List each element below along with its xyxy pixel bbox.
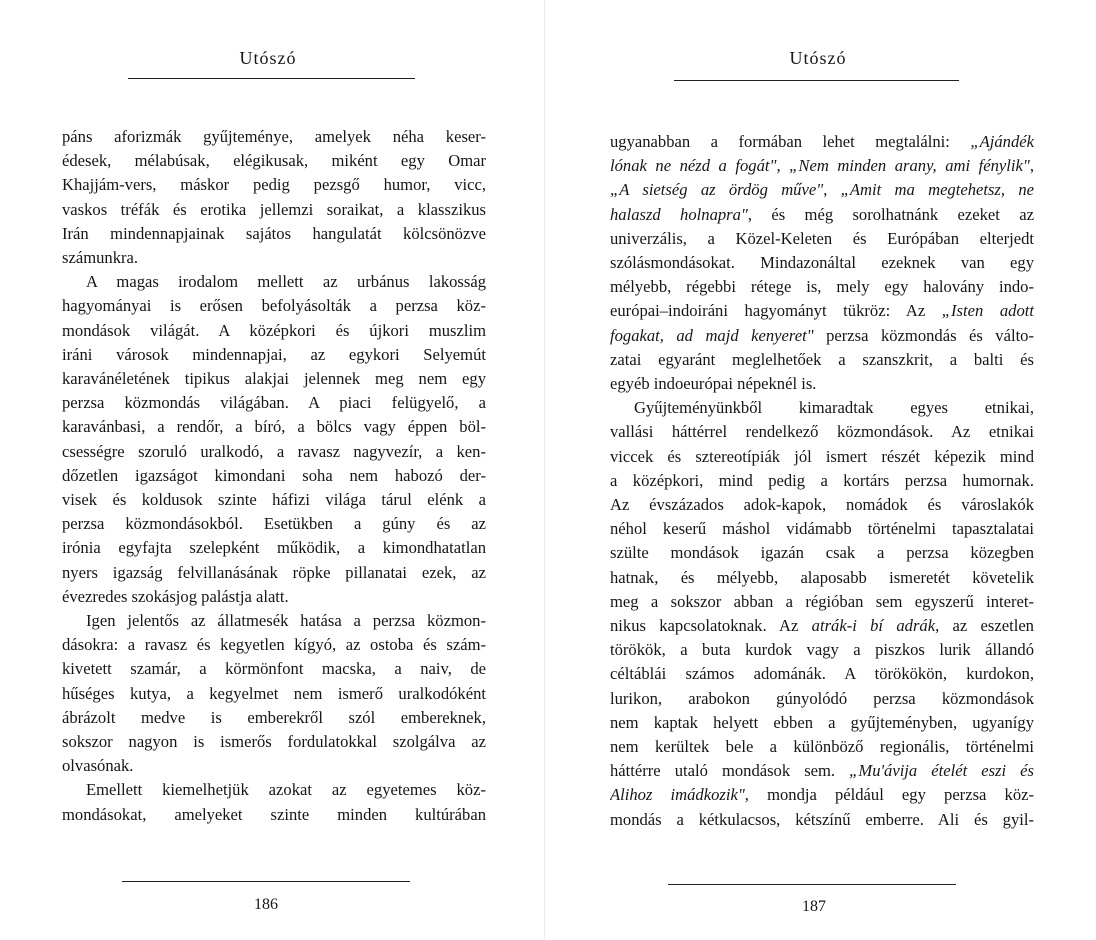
text-line: szólásmondásokat. Mindazonáltal ezeknek van egy: [610, 253, 1034, 273]
text-line: európai–indoiráni hagyományt tükröz: Az „Isten adott: [610, 301, 1034, 321]
text-line: a középkori, mind pedig a kortárs perzsa humornak.: [610, 470, 1034, 490]
header-rule: [128, 78, 415, 79]
text-line: Igen jelentős az állatmesék hatása a perzsa közmon-: [86, 611, 486, 631]
text-line: Khajjám-vers, máskor pedig pezsgő humor, vicc,: [62, 175, 486, 195]
header-rule: [674, 80, 959, 81]
text-line: vallási háttérrel rendelkező közmondások. Az etnikai: [610, 422, 1034, 442]
right-page: [548, 0, 1088, 940]
text-line: dőzetlen igazságot kimondani soha nem habozó der-: [62, 465, 486, 485]
text-line: néhol keserű máshol vidámabb történelmi tapasztalatai: [610, 519, 1034, 539]
body-text: [62, 125, 486, 827]
text-line: perzsa közmondás világában. A piaci felügyelő, a: [62, 393, 486, 413]
text-line: Emellett kiemelhetjük azokat az egyetemes köz-: [86, 780, 486, 800]
text-line: dásokra: a ravasz és kegyetlen kígyó, az ostoba és szám-: [62, 635, 486, 655]
text-line: lurikon, arabokon gúnyolódó perzsa közmondások: [610, 688, 1034, 708]
text-line: zatai egyaránt meglelhetőek a szanszkrit, a balti és: [610, 349, 1034, 369]
text-line: nyers igazság felvillanásának röpke pillanatai ezek, az: [62, 562, 486, 582]
text-line: A magas irodalom mellett az urbánus lakosság: [86, 272, 486, 292]
text-line: nem kerültek bele a különböző regionális, történelmi: [610, 737, 1034, 757]
text-line: csességre szoruló uralkodó, a ravasz nagyvezír, a ken-: [62, 441, 486, 461]
text-line: számunkra.: [62, 248, 139, 268]
paragraph: [62, 125, 486, 270]
footer-rule: [122, 881, 410, 882]
text-line: ábrázolt medve is emberekről szól embereknek,: [62, 707, 486, 727]
text-line: perzsa közmondásokból. Esetükben a gúny és az: [62, 514, 486, 534]
page-number: 186: [254, 896, 278, 913]
text-line: hagyományai is erősen befolyásolták a perzsa köz-: [62, 296, 486, 316]
text-line: viccek és sztereotípiák jól ismert részét képezik mind: [610, 446, 1034, 466]
footer-rule: [668, 884, 956, 885]
text-line: egyéb indoeurópai népeknél is.: [610, 374, 817, 394]
paragraph: [62, 778, 486, 826]
text-line: Alihoz imádkozik", mondja például egy perzsa köz-: [610, 785, 1034, 805]
text-line: mondás a kétkulacsos, kétszínű emberre. Ali és gyil-: [610, 809, 1034, 829]
running-header: Utószó: [789, 48, 847, 68]
text-line: olvasónak.: [62, 756, 134, 776]
text-line: meg a sokszor abban a régióban sem egyszerű interet-: [610, 591, 1034, 611]
text-line: iráni városok mindennapjai, az egykori Selyemút: [62, 344, 486, 364]
text-line: „A sietség az ördög műve", „Amit ma megtehetsz, ne: [610, 180, 1034, 200]
paragraph: [610, 130, 1034, 396]
text-line: szülte mondások igazán csak a perzsa közegben: [610, 543, 1034, 563]
text-line: édesek, mélabúsak, elégikusak, miként egy Omar: [62, 151, 486, 171]
text-line: visek és koldusok szinte háfizi világa tárul elénk a: [62, 490, 486, 510]
text-line: vaskos tréfák és erotika jellemzi soraikat, a klasszikus: [62, 199, 486, 219]
paragraph: [62, 609, 486, 778]
text-line: hűséges kutya, a kegyelmet nem ismerő uralkodóként: [62, 683, 486, 703]
text-line: karavánbasi, a rendőr, a bíró, a bölcs vagy éppen böl-: [62, 417, 486, 437]
text-line: halaszd holnapra", és még sorolhatnánk ezeket az: [610, 204, 1034, 224]
running-header: Utószó: [239, 48, 297, 68]
body-text: [610, 130, 1034, 832]
text-line: hatnak, és mélyebb, alaposabb ismeretét követelik: [610, 567, 1034, 587]
text-line: évezredes szokásjog palástja alatt.: [62, 586, 289, 606]
text-line: lónak ne nézd a fogát", „Nem minden arany, ami fénylik",: [610, 156, 1034, 176]
text-line: mondásokat, amelyeket szinte minden kultúrában: [62, 804, 486, 824]
text-line: Irán mindennapjainak sajátos hangulatát kölcsönözve: [62, 223, 486, 243]
text-line: univerzális, a Közel-Keleten és Európában elterjedt: [610, 228, 1034, 248]
text-line: sokszor nagyon is ismerős fordulatokkal szolgálva az: [62, 732, 486, 752]
text-line: mondások világát. A középkori és újkori muszlim: [62, 320, 486, 340]
paragraph: [62, 270, 486, 609]
text-line: nikus kapcsolatoknak. Az atrák-i bí adrák, az eszetlen: [610, 616, 1034, 636]
page-number: 187: [802, 898, 826, 915]
text-line: kivetett szamár, a körmönfont macska, a naiv, de: [62, 659, 486, 679]
text-line: Az évszázados adok-kapok, nomádok és városlakók: [610, 495, 1034, 515]
left-page: [0, 0, 540, 940]
text-line: mélyebb, régebbi rétege is, mely egy halovány indo-: [610, 277, 1034, 297]
text-line: Gyűjteményünkből kimaradtak egyes etnikai,: [634, 398, 1034, 418]
text-line: törökök, a buta kurdok vagy a piszkos lurik állandó: [610, 640, 1034, 660]
text-line: karavánéletének tipikus alakjai jelennek meg nem egy: [62, 369, 486, 389]
text-line: céltáblái számos adománák. A törökökön, kurdokon,: [610, 664, 1034, 684]
text-line: nem kaptak helyett ebben a gyűjteményben, ugyanígy: [610, 712, 1034, 732]
text-line: háttérre utaló mondások sem. „Mu'ávija ételét eszi és: [610, 761, 1034, 781]
text-line: fogakat, ad majd kenyeret" perzsa közmondás és válto-: [610, 325, 1034, 345]
text-line: irónia egyfajta szelepként működik, a kimondhatatlan: [62, 538, 486, 558]
book-spine-gutter: [544, 0, 545, 940]
text-line: ugyanabban a formában lehet megtalálni: „Ajándék: [610, 132, 1034, 151]
text-line: páns aforizmák gyűjteménye, amelyek néha keser-: [62, 127, 486, 146]
paragraph: [610, 396, 1034, 832]
